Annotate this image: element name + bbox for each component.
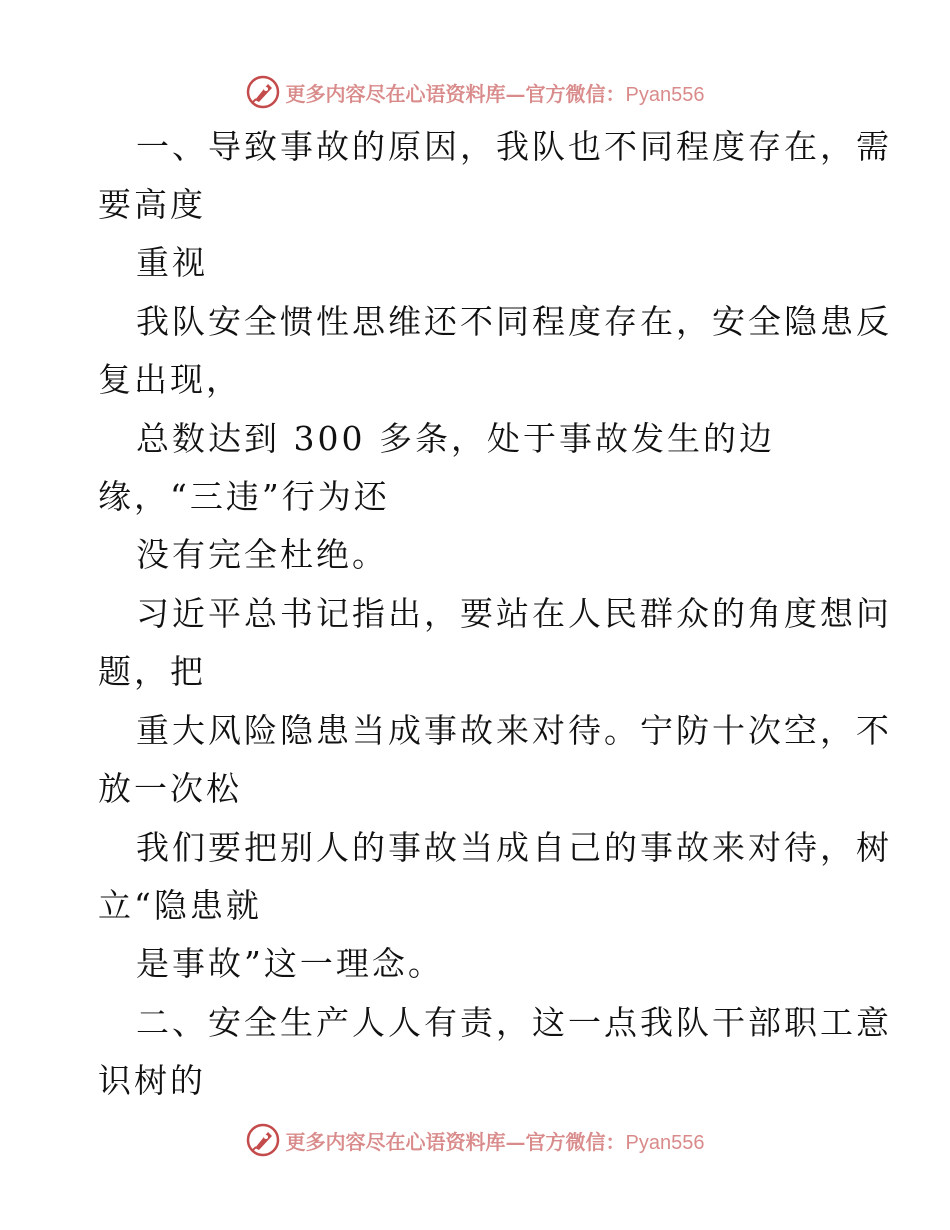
watermark-header [0, 72, 950, 112]
pen-nib-icon [246, 75, 280, 109]
text-line: 复出现， [98, 360, 242, 399]
text-line: 一、导致事故的原因，我队也不同程度存在，需 [136, 127, 892, 166]
text-line: 题，把 [98, 652, 206, 691]
text-line: 要高度 [98, 185, 206, 224]
text-line: 总数达到 300 多条，处于事故发生的边 [136, 419, 775, 458]
watermark-wechat-id: Pyan556 [625, 83, 705, 106]
watermark-footer [0, 1120, 950, 1160]
watermark-wechat-id: Pyan556 [625, 1131, 705, 1154]
text-line: 重大风险隐患当成事故来对待。宁防十次空，不 [136, 711, 892, 750]
text-line: 重视 [136, 243, 208, 282]
text-line: 二、安全生产人人有责，这一点我队干部职工意 [136, 1003, 892, 1042]
text-line: 习近平总书记指出，要站在人民群众的角度想问 [136, 594, 892, 633]
watermark-label: 更多内容尽在心语资料库—官方微信：Pyan556 [285, 81, 705, 106]
pen-nib-icon [246, 1123, 280, 1157]
text-line: 缘，“三违”行为还 [98, 477, 390, 516]
watermark-label: 更多内容尽在心语资料库—官方微信：Pyan556 [285, 1129, 705, 1154]
text-line: 是事故”这一理念。 [136, 944, 444, 983]
text-line: 没有完全杜绝。 [136, 535, 388, 574]
text-line: 识树的 [98, 1061, 206, 1100]
text-line: 我队安全惯性思维还不同程度存在，安全隐患反 [136, 302, 892, 341]
text-line: 立“隐患就 [98, 886, 262, 925]
text-line: 放一次松 [98, 769, 242, 808]
text-line: 我们要把别人的事故当成自己的事故来对待，树 [136, 828, 892, 867]
